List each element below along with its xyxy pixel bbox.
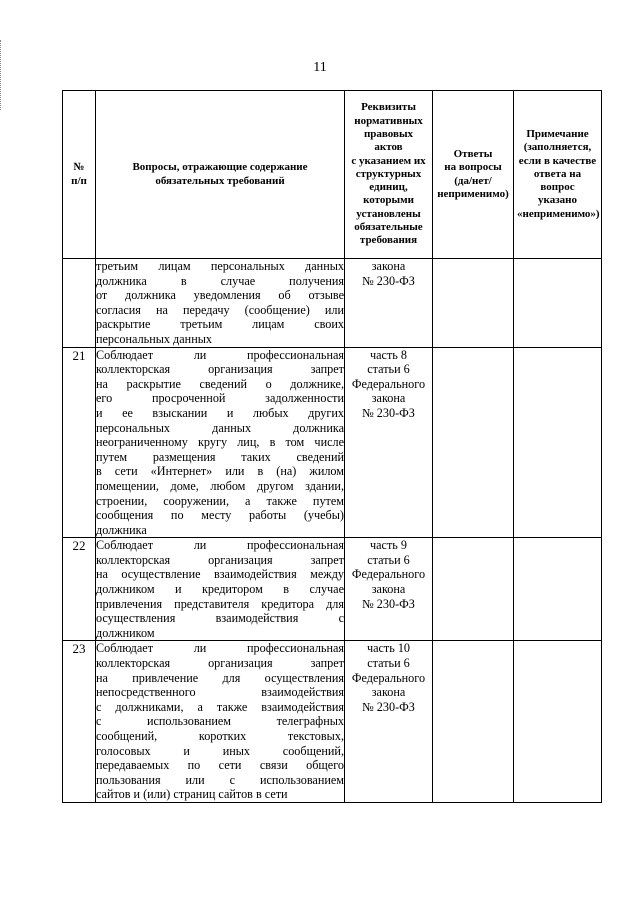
row-number: 22 (63, 538, 96, 641)
question-line: коллекторская организация запрет (96, 656, 344, 671)
law-reference-line: № 230-ФЗ (362, 273, 415, 288)
question-line: согласия на передачу (сообщение) или (96, 302, 344, 317)
header-line: если в качестве (518, 154, 597, 167)
question-line: на осуществление взаимодействия между (96, 567, 344, 582)
question-line: путем размещения таких сведений (96, 449, 344, 464)
law-reference-line: статьи 6 (367, 656, 410, 671)
header-line: Реквизиты (361, 101, 416, 114)
law-reference-line: закона (371, 391, 406, 406)
law-reference-line: часть 10 (366, 641, 411, 656)
question-line: Соблюдает ли профессиональная (96, 347, 344, 362)
law-reference-line: часть 8 (370, 347, 407, 362)
answer-cell[interactable] (433, 259, 514, 348)
law-reference-line: статьи 6 (367, 552, 410, 567)
header-line: № (73, 161, 85, 174)
law-reference-line: Федерального (351, 376, 426, 391)
table-row (63, 641, 602, 803)
question-line: от должника уведомления об отзыве (96, 288, 344, 303)
header-line: указано (538, 194, 577, 207)
law-reference-line: закона (371, 259, 406, 273)
question-line: на привлечение для осуществления (96, 670, 344, 685)
question-cell (96, 259, 345, 348)
question-line: непосредственного взаимодействия (96, 685, 344, 700)
law-reference-line: часть 9 (370, 538, 407, 553)
page-number: 11 (313, 60, 327, 75)
question-line: коллекторская организация запрет (96, 362, 344, 377)
note-cell[interactable] (514, 347, 602, 538)
header-line: с указанием их (351, 154, 426, 167)
header-line: неприменимо) (437, 187, 509, 200)
question-line: коллекторская организация запрет (96, 552, 344, 567)
question-line: с использованием телеграфных (96, 714, 344, 729)
row-number: 23 (63, 641, 96, 803)
question-cell (96, 641, 345, 803)
law-reference-line: Федерального (351, 670, 426, 685)
question-line: с должниками, а также взаимодействия (96, 699, 344, 714)
header-line: (да/нет/ (454, 174, 492, 187)
header-line: актов (374, 141, 403, 154)
law-reference-line: № 230-ФЗ (362, 405, 415, 420)
table-header-row (63, 91, 602, 259)
law-reference-cell (345, 538, 433, 641)
question-line: неограниченному кругу лиц, в том числе (96, 435, 344, 450)
question-line: должником и кредитором в случае (96, 582, 344, 597)
header-question (96, 91, 345, 259)
question-line: его просроченной задолженности (96, 391, 344, 406)
header-num (63, 91, 96, 259)
question-line: строении, сооружении, а также путем (96, 493, 344, 508)
requirements-table (62, 90, 602, 803)
question-line: Соблюдает ли профессиональная (96, 641, 344, 656)
note-cell[interactable] (514, 538, 602, 641)
header-line: установлены (356, 207, 421, 220)
question-line: сообщений, коротких текстовых, (96, 729, 344, 743)
header-line: п/п (71, 174, 87, 187)
law-reference-line: закона (371, 685, 406, 700)
question-line: должником (96, 625, 155, 640)
header-line: «неприменимо») (517, 207, 600, 220)
question-cell (96, 538, 345, 641)
header-line: единиц, (369, 181, 408, 194)
row-number (63, 259, 96, 348)
header-line: обязательных требований (155, 174, 285, 187)
question-line: пользования или с использованием (96, 772, 344, 787)
law-reference-line: статьи 6 (367, 362, 410, 377)
law-reference-line: закона (371, 582, 406, 597)
header-line: нормативных (354, 114, 423, 127)
question-line: раскрытие третьим лицам своих (96, 317, 344, 332)
question-line: осуществления взаимодействия с (96, 611, 344, 626)
header-line: Примечание (526, 127, 589, 140)
question-line: Соблюдает ли профессиональная (96, 538, 344, 553)
table-row (63, 259, 602, 348)
row-number: 21 (63, 347, 96, 538)
header-line: на вопросы (444, 161, 502, 174)
question-line: голосовых и иных сообщений, (96, 743, 344, 758)
header-line: Вопросы, отражающие содержание (132, 161, 308, 174)
header-line: Ответы (453, 147, 493, 160)
note-cell[interactable] (514, 259, 602, 348)
law-reference-line: № 230-ФЗ (362, 596, 415, 611)
table-row (63, 538, 602, 641)
header-note (514, 91, 602, 259)
question-line: в сети «Интернет» или в (на) жилом (96, 464, 344, 479)
question-line: третьим лицам персональных данных (96, 259, 344, 273)
law-reference-line: Федерального (351, 567, 426, 582)
header-line: структурных (355, 167, 422, 180)
table-row (63, 347, 602, 538)
header-answer (433, 91, 514, 259)
header-line: правовых (363, 127, 414, 140)
question-line: передаваемых по сети связи общего (96, 758, 344, 773)
answer-cell[interactable] (433, 641, 514, 803)
answer-cell[interactable] (433, 538, 514, 641)
law-reference-cell (345, 259, 433, 348)
question-line: сообщения по месту работы (учебы) (96, 508, 344, 523)
law-reference-cell (345, 641, 433, 803)
header-law (345, 91, 433, 259)
question-line: персональных данных должника (96, 420, 344, 435)
question-line: на раскрытие сведений о должнике, (96, 376, 344, 391)
question-line: сайтов и (или) страниц сайтов в сети (96, 787, 288, 802)
header-line: требования (359, 234, 418, 247)
header-line: (заполняется, (523, 141, 592, 154)
note-cell[interactable] (514, 641, 602, 803)
question-cell (96, 347, 345, 538)
header-line: ответа на вопрос (533, 167, 582, 194)
question-line: и ее взыскании и любых других (96, 405, 344, 420)
answer-cell[interactable] (433, 347, 514, 538)
header-line: обязательные (354, 221, 423, 234)
header-line: которыми (363, 194, 414, 207)
law-reference-line: № 230-ФЗ (362, 699, 415, 714)
question-line: помещении, доме, любом другом здании, (96, 478, 344, 493)
law-reference-cell (345, 347, 433, 538)
question-line: должника (96, 522, 147, 537)
question-line: персональных данных (96, 331, 212, 346)
question-line: привлечения представителя кредитора для (96, 596, 344, 611)
question-line: должника в случае получения (96, 273, 344, 288)
